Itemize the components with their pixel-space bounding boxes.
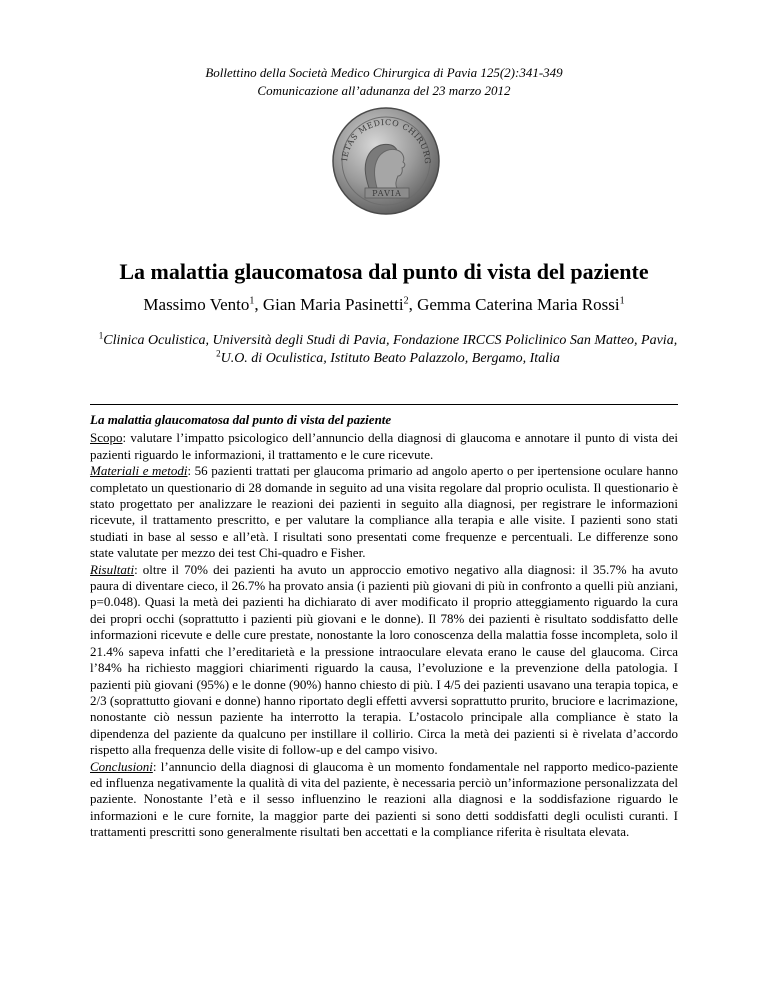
- author-name: Massimo Vento: [143, 295, 250, 314]
- abstract: [90, 412, 678, 841]
- author-name: Gemma Caterina Maria Rossi: [417, 295, 620, 314]
- author-list: [0, 294, 768, 316]
- abstract-scopo: [90, 430, 678, 463]
- affiliation-mark: 1: [98, 330, 104, 341]
- journal-header: [0, 64, 768, 100]
- author-affiliation-mark: 1: [619, 295, 625, 307]
- communication-date: Comunicazione all’adunanza del 23 marzo 2012: [257, 83, 511, 98]
- journal-citation: Bollettino della Società Medico Chirurgica di Pavia 125(2):341-349: [205, 65, 563, 80]
- author-separator: ,: [254, 295, 263, 314]
- metodi-text: : 56 pazienti trattati per glaucoma primario ad angolo aperto o per ipertensione oculare hanno completato un questionario di 28 domande in seguito ad una visita regolare dal proprio oculista. Il questionario è stato progettato per analizzare le reazioni dei pazienti in seguito alla diagnosi, per registrare le informazioni ricevute, il trattamento prescritto, e per valutare la compliance alla terapia e alle visite. I pazienti sono stati studiati in base al sesso e all’età. I risultati sono presentati come frequenze e percentuali. Le differenze sono state valutate per mezzo dei test Chi-quadro e Fisher.: [90, 463, 678, 561]
- affiliation-text: Clinica Oculistica, Università degli Studi di Pavia, Fondazione IRCCS Policlinico San Matteo, Pavia,: [103, 333, 678, 348]
- risultati-text: : oltre il 70% dei pazienti ha avuto un approccio emotivo negativo alla diagnosi: il 35.7% ha avuto paura di diventare cieco, il 26.7% ha provato ansia (i pazienti più giovani di più in confronto a quelli più anziani, p=0.048). Quasi la metà dei pazienti ha dichiarato di aver modificato il proprio atteggiamento riguardo la cura dei propri occhi (soprattutto i pazienti più giovani e le donne). Il 78% dei pazienti è risultato soddisfatto delle informazioni ricevute e delle cure prestate, nonostante la loro conoscenza della malattia fosse incompleta, solo il 21.4% sapeva infatti che l’ereditarietà e la pressione intraoculare elevata erano le cause del glaucoma. Circa l’84% ha richiesto maggiori chiarimenti riguardo la causa, l’evoluzione e la prevenzione della patologia. I pazienti più giovani (95%) e le donne (90%) hanno chiesto di più. I 4/5 dei pazienti usavano una terapia topica, e 2/3 (soprattutto giovani e donne) hanno riportato degli effetti avversi soprattutto prurito, bruciore e lacrimazione, nonostante ciò nessun paziente ha interrotto la terapia. L’ostacolo principale alla compliance è stato la dipendenza del paziente da qualcuno per instillare il collirio. Circa la metà dei pazienti si è rivelata d’accordo rispetto alla frequenza delle visite di follow-up e del campo visivo.: [90, 561, 678, 758]
- abstract-metodi: [90, 463, 678, 561]
- metodi-label: Materiali e metodi: [90, 463, 188, 479]
- abstract-title: La malattia glaucomatosa dal punto di vista del paziente: [90, 412, 392, 427]
- risultati-label: Risultati: [90, 561, 135, 577]
- conclusioni-label: Conclusioni: [90, 758, 153, 774]
- author-affiliation-mark: 1: [249, 295, 255, 307]
- society-medal-icon: [331, 106, 441, 216]
- author-affiliation-mark: 2: [403, 295, 409, 307]
- affiliation-mark: 2: [216, 348, 221, 359]
- affiliation-1: [68, 332, 708, 350]
- affiliation-2: [68, 350, 708, 368]
- conclusioni-text: : l’annuncio della diagnosi di glaucoma è un momento fondamentale nel rapporto medico-paziente ed influenza negativamente la qualità di vita del paziente, è necessaria perciò un’informazione personalizzata del paziente. Nonostante l’età e il sesso influenzino le reazioni alla diagnosi e la soddisfazione riguardo le informazioni e le cure fornite, la maggior parte dei pazienti si sono detti soddisfatti degli oculisti curanti. I trattamenti prescritti sono generalmente risultati ben accettati e la compliance riferita è risultata elevata.: [90, 758, 678, 840]
- scopo-text: : valutare l’impatto psicologico dell’annuncio della diagnosi di glaucoma e annotare il punto di vista dei pazienti riguardo le informazioni, il trattamento e le cure ricevute.: [90, 430, 678, 462]
- affiliation-text: U.O. di Oculistica, Istituto Beato Palazzolo, Bergamo, Italia: [220, 351, 560, 366]
- abstract-conclusioni: [90, 759, 678, 841]
- author-name: Gian Maria Pasinetti: [262, 295, 404, 314]
- author-separator: ,: [408, 295, 418, 314]
- abstract-risultati: [90, 562, 678, 759]
- affiliations: [68, 332, 708, 368]
- section-divider: [90, 404, 678, 405]
- article-title: La malattia glaucomatosa dal punto di vista del paziente: [119, 259, 649, 284]
- svg-text:SOCIETAS MEDICO CHIRURGICA: IETAS MEDICO CHIRURG: [340, 117, 433, 165]
- medal-inscription-bottom: PAVIA: [372, 189, 402, 198]
- scopo-label: Scopo: [90, 430, 123, 446]
